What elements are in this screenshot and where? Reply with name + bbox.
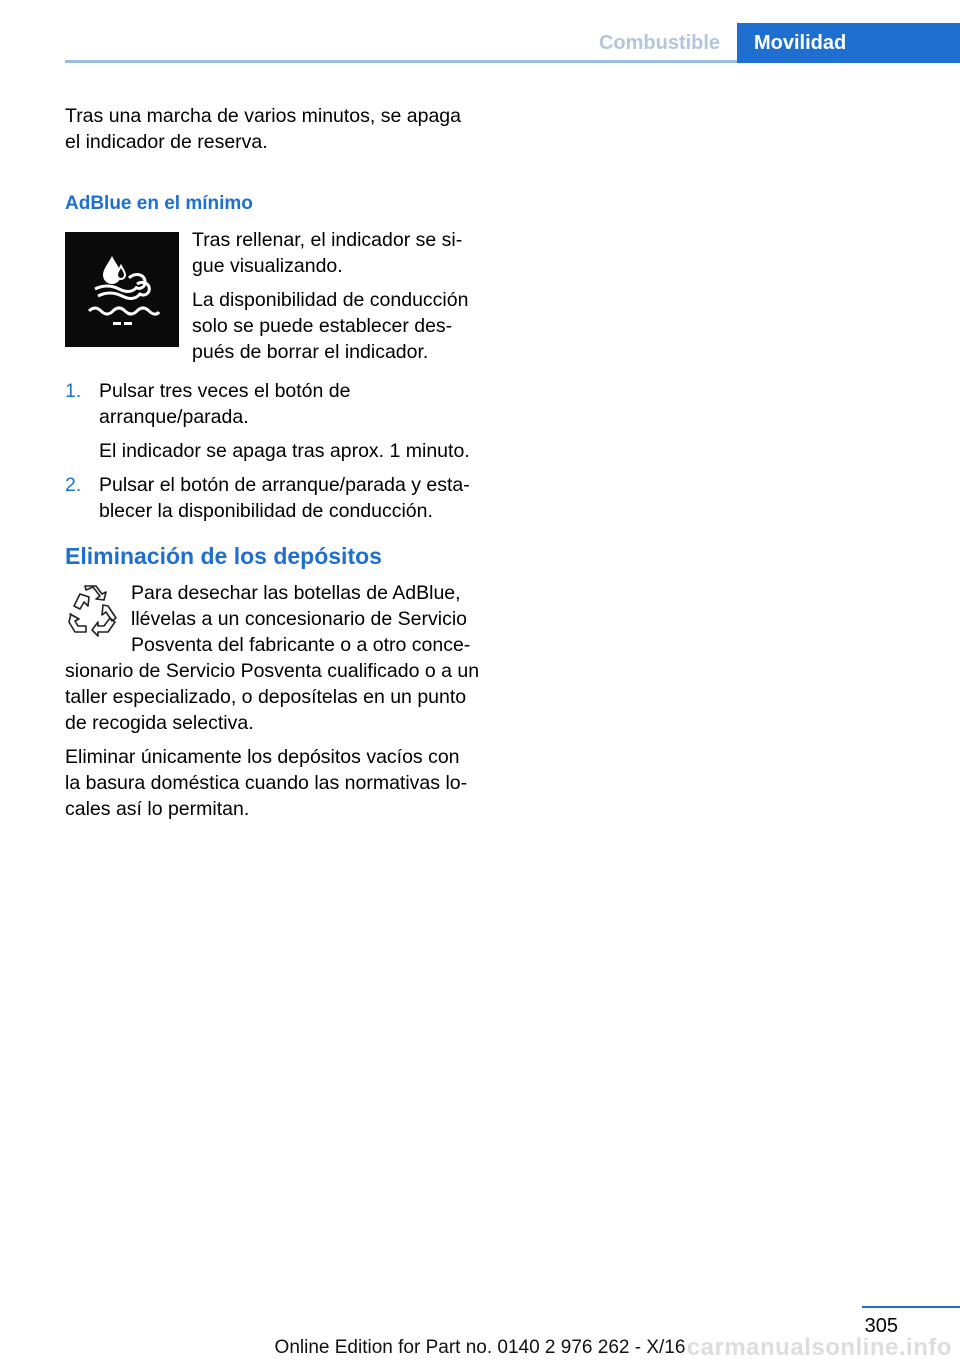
disposal-heading: Eliminación de los depósitos — [65, 543, 382, 569]
step-note: El indicador se apaga tras aprox. 1 minuto. — [99, 440, 470, 462]
watermark: carmanualsonline.info — [686, 1334, 952, 1361]
footer-rule — [862, 1306, 960, 1308]
intro-paragraph: Tras una marcha de varios minutos, se apaga el indicador de reserva. — [65, 105, 461, 153]
intro-paragraph-block — [65, 103, 480, 155]
step-text: Pulsar tres veces el botón de arranque/parada. — [99, 380, 351, 428]
list-item — [65, 472, 480, 524]
page-number: 305 — [864, 1315, 898, 1337]
disposal-text-rest — [65, 658, 480, 822]
disposal-paragraph-1-end: sionario de Servicio Posventa cualificado o a un taller especializado, o deposítelas en un punto de recogida selectiva. — [65, 660, 480, 734]
recycle-icon — [66, 584, 120, 638]
adblue-heading: AdBlue en el mínimo — [65, 193, 253, 214]
adblue-paragraph-2: La disponibilidad de conducción solo se puede establecer des‐pués de borrar el indicador. — [192, 289, 469, 363]
section-tab-combustible[interactable]: Combustible — [598, 32, 721, 54]
adblue-text-block — [192, 227, 482, 365]
disposal-text-top — [131, 580, 481, 658]
disposal-paragraph-2: Eliminar únicamente los depósitos vacíos con la basura doméstica cuando las normativas lo‐cales así lo permitan. — [65, 746, 468, 820]
step-number: 2. — [65, 474, 82, 496]
adblue-paragraph-1: Tras rellenar, el indicador se si‐gue visualizando. — [192, 229, 463, 277]
chapter-tab-movilidad[interactable]: Movilidad — [737, 23, 960, 63]
disposal-paragraph-1-start: Para desechar las botellas de AdBlue, llévelas a un concesionario de Servicio Posventa del fabricante o a otro conce‐ — [131, 582, 471, 656]
steps-list — [65, 378, 480, 524]
adblue-warning-icon — [65, 232, 179, 347]
step-text: Pulsar el botón de arranque/parada y esta‐blecer la disponibilidad de conducción. — [99, 474, 470, 522]
edition-footer: Online Edition for Part no. 0140 2 976 262 - X/16 — [274, 1337, 686, 1358]
list-item — [65, 378, 480, 464]
step-number: 1. — [65, 380, 82, 402]
